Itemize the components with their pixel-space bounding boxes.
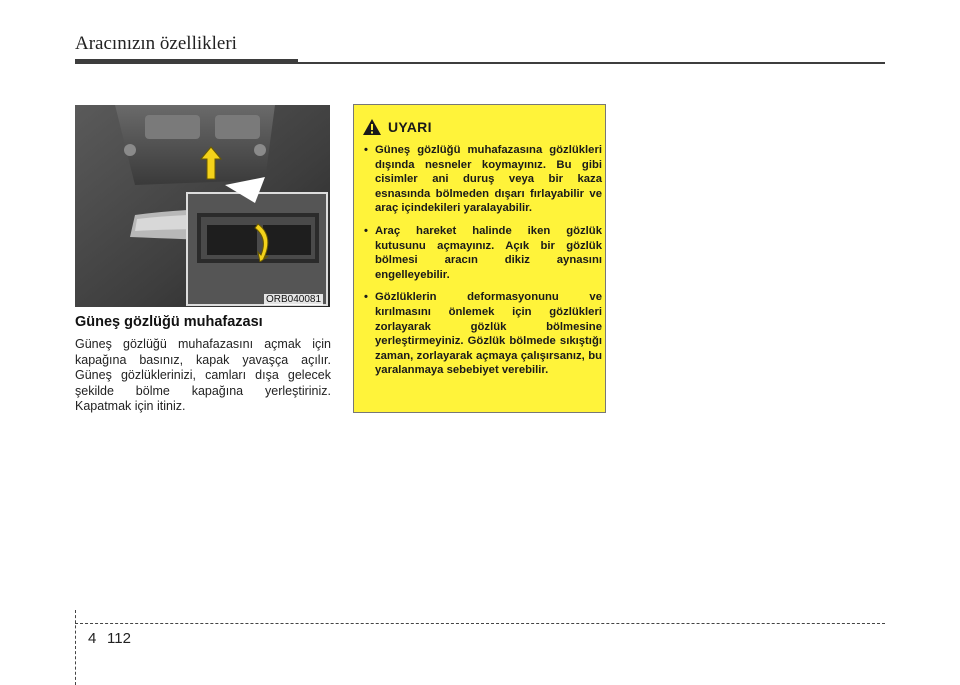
warning-item <box>362 143 602 216</box>
up-arrow-icon <box>200 145 222 181</box>
section-heading: Güneş gözlüğü muhafazası <box>75 314 263 330</box>
chapter-title: Aracınızın özellikleri <box>75 33 237 54</box>
sunglass-holder-photo <box>75 105 330 307</box>
warning-title: UYARI <box>388 119 432 135</box>
warning-item-text: Gözlüklerin deformasyonunu ve kırılmasını önlemek için gözlükleri zorlayarak gözlük bölmesine yerleştirmeyiniz. Gözlük bölmede sıkıştığı zaman, zorlayarak açmaya çalışırsanız, bu yaralanmaya sebebiyet verebilir. <box>375 291 602 377</box>
page-number: 112 <box>107 630 131 647</box>
bullet-icon: • <box>364 144 368 156</box>
rotate-arrow-icon <box>252 222 274 262</box>
section-body: Güneş gözlüğü muhafazasını açmak için kapağına basınız, kapak yavaşça açılır. Güneş gözlüklerinizi, camları dışa gelecek şekilde bölme kapağına yerleştiriniz. Kapatmak için itiniz. <box>75 337 331 413</box>
bullet-icon: • <box>364 224 368 237</box>
warning-list <box>362 143 602 386</box>
warning-header <box>362 118 432 136</box>
footer-vertical-rule <box>75 610 76 685</box>
header-rule-thick <box>75 59 298 64</box>
bullet-icon: • <box>364 291 368 304</box>
figure-code: ORB040081 <box>266 294 322 305</box>
warning-item-text: Araç hareket halinde iken gözlük kutusunu açmayınız. Açık bir gözlük bölmesi aracın dikiz aynasını engelleyebilir. <box>375 224 602 281</box>
footer-rule <box>75 623 885 624</box>
page-section-number: 4 <box>88 630 97 647</box>
warning-item <box>362 224 602 282</box>
warning-triangle-icon <box>362 118 382 136</box>
warning-item <box>362 290 602 378</box>
warning-box <box>353 104 606 413</box>
warning-item-text: Güneş gözlüğü muhafazasına gözlükleri dışında nesneler koymayınız. Bu gibi cisimler ani duruş veya bir kaza esnasında bölmeden dışarı fırlayabilir ve araç içindekileri yaralayabilir. <box>375 144 602 215</box>
header-rule-thin <box>298 62 885 64</box>
